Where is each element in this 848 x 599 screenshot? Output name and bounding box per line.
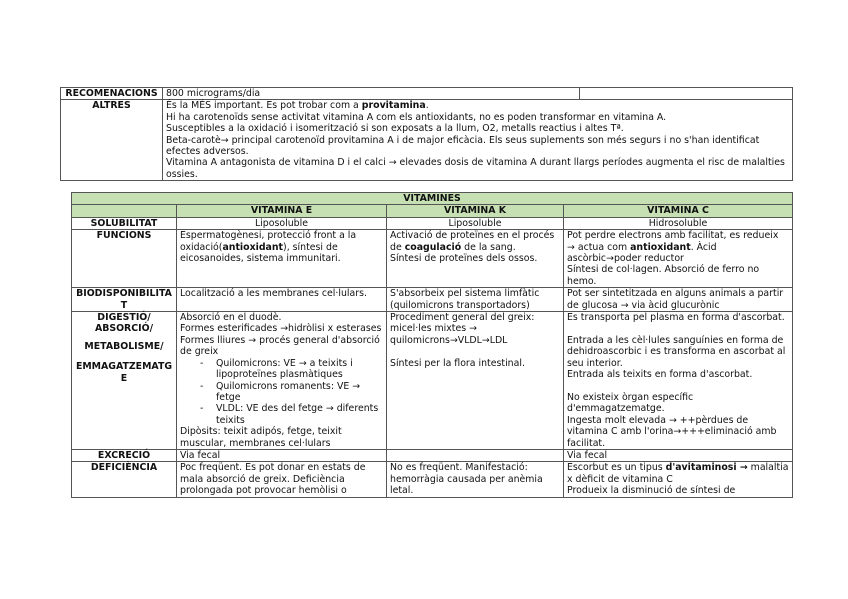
funcions-k: Activació de proteïnes en el procés de coagulació de la sang. Síntesi de proteïnes dels ossos. — [387, 230, 564, 288]
list-item: - Quilomicrons romanents: VE → fetge — [216, 381, 383, 404]
biodisponibilitat-e: Localització a les membranes cel·lulars. — [177, 288, 387, 312]
altres-line: Beta-carotè→ principal carotenoïd provitamina A i de major eficàcia. Els seus suplements son més segurs i no s'han identificat efectes adversos. — [166, 134, 760, 158]
recommendations-table — [60, 87, 793, 181]
solubilitat-k: Liposoluble — [387, 217, 564, 229]
deficiencia-row — [72, 462, 793, 497]
altres-line: És la MÉS important. Es pot trobar com a provitamina. — [166, 100, 429, 112]
funcions-row — [72, 230, 793, 288]
deficiencia-k: No es freqüent. Manifestació: hemorràgia causada per anèmia letal. — [387, 462, 564, 497]
vitamins-header-row — [72, 205, 793, 217]
digestio-e-list — [180, 358, 383, 426]
digestio-label: DIGESTIÓ/ ABSORCIÓ/ METABOLISME/ EMMAGATZEMATGE — [72, 312, 177, 450]
recomenacions-row — [61, 88, 793, 100]
altres-label: ALTRES — [61, 100, 163, 181]
list-item: - Quilomicrons: VE → a teixits i lipoproteïnes plasmàtiques — [216, 358, 383, 381]
funcions-label: FUNCIONS — [72, 230, 177, 288]
deficiencia-label: DEFICIÈNCIA — [72, 462, 177, 497]
digestio-c: Es transporta pel plasma en forma d'ascorbat. Entrada a les cèl·lules sanguínies en forma de dehidroascorbic i es transforma en ascorbat al seu interior. Entrada als teixits en forma d'ascorbat. No existeix òrgan específic d'emmagatzematge. Ingesta molt elevada → ++pèrdues de vitamina C amb l'orina→+++eliminació amb facilitat. — [564, 312, 793, 450]
vitamins-title-row — [72, 193, 793, 205]
biodisponibilitat-label: BIODISPONIBILITAT — [72, 288, 177, 312]
recomenacions-value: 800 micrograms/dia — [163, 88, 580, 100]
excrecio-e: Via fecal — [177, 449, 387, 461]
header-vitamina-e: VITAMINA E — [177, 205, 387, 217]
biodisponibilitat-row — [72, 288, 793, 312]
digestio-row — [72, 312, 793, 450]
excrecio-label: EXCRECIÓ — [72, 449, 177, 461]
deficiencia-c: Escorbut es un tipus d'avitaminosi → malaltia x dèficit de vitamina C Produeix la disminució de síntesi de — [564, 462, 793, 497]
altres-line: Susceptibles a la oxidació i isomerització si son exposats a la llum, O2, metalls reactius i altes Tª. — [166, 123, 624, 135]
solubilitat-label: SOLUBILITAT — [72, 217, 177, 229]
excrecio-k — [387, 449, 564, 461]
vitamins-title: VITAMINES — [72, 193, 793, 205]
solubilitat-e: Liposoluble — [177, 217, 387, 229]
biodisponibilitat-c: Pot ser sintetitzada en alguns animals a partir de glucosa → via àcid glucurònic — [564, 288, 793, 312]
list-item: - VLDL: VE des del fetge → diferents teixits — [216, 403, 383, 426]
funcions-c: Pot perdre electrons amb facilitat, es redueix → actua com antioxidant. Àcid ascòrbic→poder reductor Síntesi de col·lagen. Absorció de ferro no hemo. — [564, 230, 793, 288]
header-vitamina-c: VITAMINA C — [564, 205, 793, 217]
digestio-e: Absorció en el duodè. Formes esterificades →hidròlisi x esterases Formes lliures → procés general d'absorció de greix - Quilomicrons: VE → a teixits i lipoproteïnes plasmàtiques - Quilomicrons romanents: VE → fetge - VLDL: VE des del fetge → diferents teixits Dipòsits: teixit adipós, fetge, teixit muscular, membranes cel·lulars — [177, 312, 387, 450]
deficiencia-e: Poc freqüent. Es pot donar en estats de mala absorció de greix. Deficiència prolongada pot provocar hemòlisi o — [177, 462, 387, 497]
recomenacions-label: RECOMENACIONS — [61, 88, 163, 100]
header-vitamina-k: VITAMINA K — [387, 205, 564, 217]
altres-row — [61, 100, 793, 181]
excrecio-c: Via fecal — [564, 449, 793, 461]
solubilitat-c: Hidrosoluble — [564, 217, 793, 229]
solubilitat-row — [72, 217, 793, 229]
vitamins-table — [71, 192, 793, 498]
header-empty — [72, 205, 177, 217]
digestio-k: Procediment general del greix: micel·les mixtes → quilomicrons→VLDL→LDL Síntesi per la flora intestinal. — [387, 312, 564, 450]
biodisponibilitat-k: S'absorbeix pel sistema limfàtic (quilomicrons transportadors) — [387, 288, 564, 312]
altres-line: Hi ha carotenoïds sense activitat vitamina A com els antioxidants, no es poden transformar en vitamina A. — [166, 111, 667, 123]
recomenacions-empty — [580, 88, 793, 100]
altres-line: Vitamina A antagonista de vitamina D i el calci → elevades dosis de vitamina A durant llargs períodes augmenta el risc de malalties ossies. — [166, 157, 785, 180]
funcions-e: Espermatogènesi, protecció front a la oxidació(antioxidant), síntesi de eicosanoides, sistema immunitari. — [177, 230, 387, 288]
excrecio-row — [72, 449, 793, 461]
altres-content — [163, 100, 793, 181]
